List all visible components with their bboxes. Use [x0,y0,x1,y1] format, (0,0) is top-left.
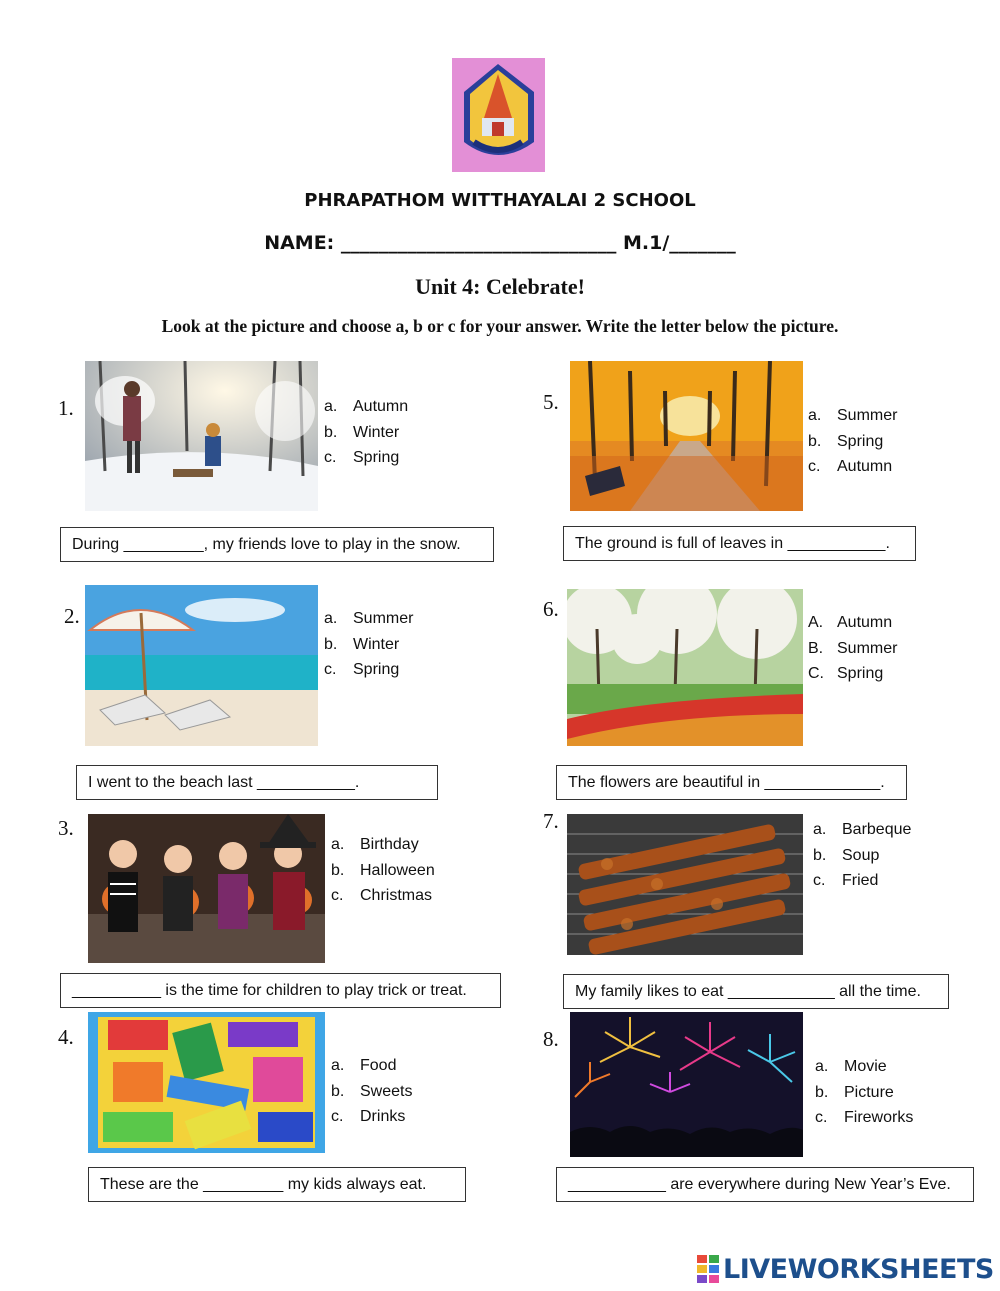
option[interactable]: C. Spring [808,665,884,682]
answer-sentence-box[interactable]: I went to the beach last ___________. [76,765,438,800]
question-number: 3. [58,816,74,840]
answer-sentence-box[interactable]: __________ is the time for children to play trick or treat. [60,973,501,1008]
option[interactable]: c. Christmas [331,887,433,904]
option[interactable]: a. Summer [324,610,414,627]
option[interactable]: b. Sweets [331,1082,413,1100]
option[interactable]: a. Autumn [324,398,409,415]
answer-options [808,403,897,480]
school-emblem-icon [452,58,545,172]
option[interactable]: c. Fireworks [815,1109,914,1126]
option[interactable]: b. Winter [324,635,400,653]
halloween-kids-icon [88,814,325,963]
answer-sentence-box[interactable]: ___________ are everywhere during New Year’s Eve. [556,1167,974,1202]
option[interactable]: a. Food [331,1057,397,1074]
option[interactable]: B. Summer [808,639,898,657]
candy-box-icon [88,1012,325,1153]
question-number: 2. [64,604,80,628]
answer-sentence-box[interactable]: The ground is full of leaves in ___________. [563,526,916,561]
liveworksheets-logo[interactable] [697,1253,994,1285]
answer-sentence-box[interactable]: These are the _________ my kids always eat. [88,1167,466,1202]
option[interactable]: b. Picture [815,1083,894,1101]
option[interactable]: b. Soup [813,846,880,864]
answer-options [331,1053,412,1130]
option[interactable]: a. Birthday [331,836,419,853]
barbeque-skewers-icon [567,814,803,955]
answer-options [324,394,408,471]
question-number: 7. [543,809,559,833]
liveworksheets-logo-icon [697,1255,719,1283]
fireworks-icon [570,1012,803,1157]
option[interactable]: a. Summer [808,407,898,424]
option[interactable]: c. Fried [813,872,879,889]
option[interactable]: c. Spring [324,449,400,466]
snowy-forest-icon [85,361,318,511]
option[interactable]: c. Spring [324,661,400,678]
answer-options [815,1054,913,1131]
liveworksheets-brand-text: LIVEWORKSHEETS [723,1253,994,1285]
option[interactable]: c. Drinks [331,1108,406,1125]
question-number: 8. [543,1027,559,1051]
answer-sentence-box[interactable]: The flowers are beautiful in _____________. [556,765,907,800]
instructions: Look at the picture and choose a, b or c for your answer. Write the letter below the picture. [161,316,839,336]
option[interactable]: A. Autumn [808,614,893,631]
answer-options [324,606,413,683]
question-number: 1. [58,396,74,420]
school-name: PHRAPATHOM WITTHAYALAI 2 SCHOOL [304,190,696,211]
answer-sentence-box[interactable]: During _________, my friends love to play in the snow. [60,527,494,562]
option[interactable]: c. Autumn [808,458,893,475]
option[interactable]: b. Spring [808,432,884,450]
question-number: 5. [543,390,559,414]
name-class-line: NAME: _____________________________ M.1/_______ [264,232,736,254]
option[interactable]: b. Winter [324,423,400,441]
unit-title: Unit 4: Celebrate! [415,274,585,299]
autumn-park-icon [570,361,803,511]
answer-sentence-box[interactable]: My family likes to eat ____________ all the time. [563,974,949,1009]
answer-options [813,817,911,894]
answer-options [331,832,435,909]
option[interactable]: a. Movie [815,1058,887,1075]
option[interactable]: a. Barbeque [813,821,912,838]
option[interactable]: b. Halloween [331,861,435,879]
question-number: 6. [543,597,559,621]
beach-umbrella-icon [85,585,318,746]
spring-garden-icon [567,589,803,746]
answer-options [808,610,897,687]
question-number: 4. [58,1025,74,1049]
